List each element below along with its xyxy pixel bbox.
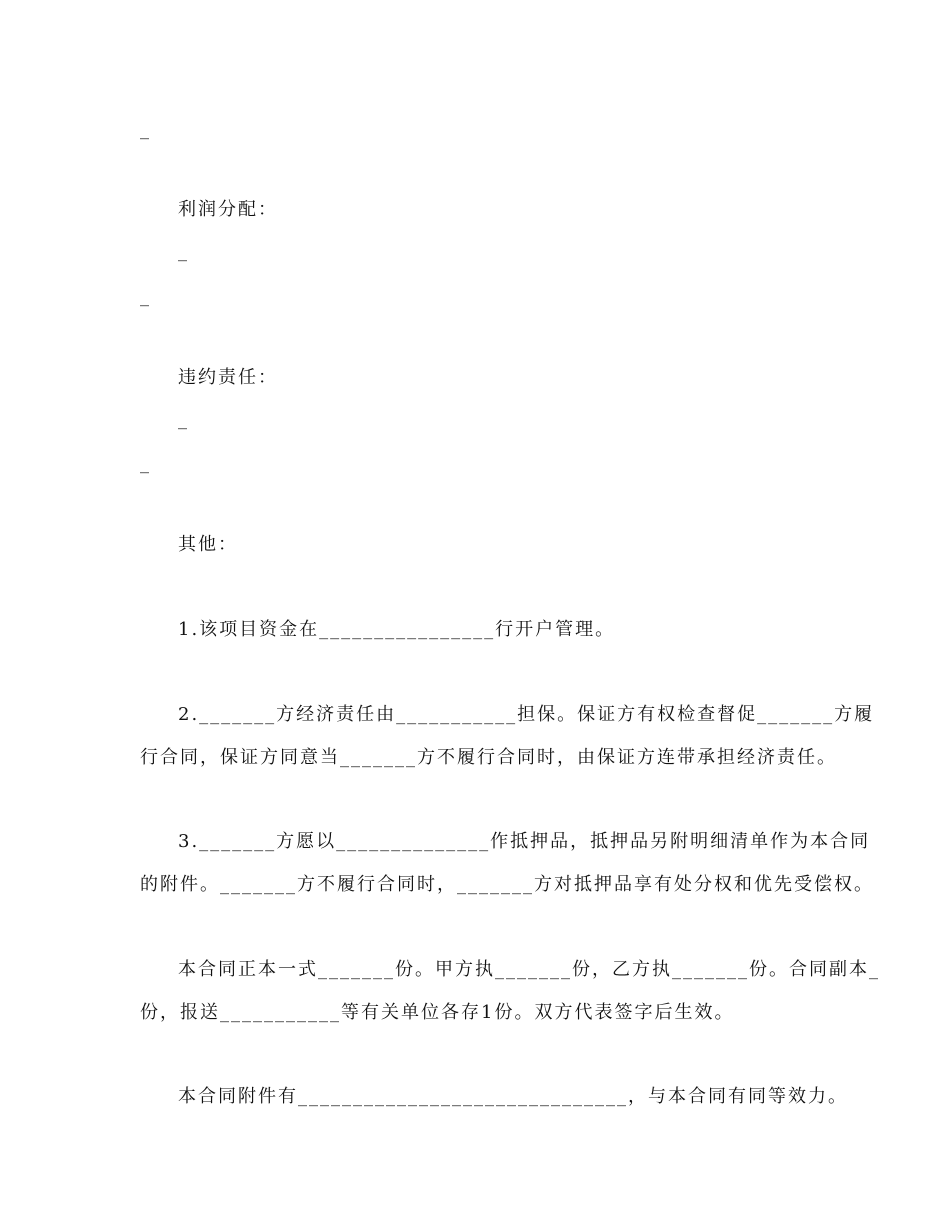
section-heading-liability: 违约责任： xyxy=(178,367,278,388)
section-heading-profit-distribution: 利润分配： xyxy=(178,199,278,220)
attachments-paragraph: 本合同附件有______________________________，与本合同有同等效力。 xyxy=(178,1086,848,1107)
blank-line: _ xyxy=(140,286,151,307)
blank-line: _ xyxy=(178,241,189,262)
clause-3: 3._______方愿以______________作抵押品，抵押品另附明细清单作为本合同 xyxy=(178,831,871,852)
copies-paragraph-cont: 份，报送___________等有关单位各存1份。双方代表签字后生效。 xyxy=(140,1002,735,1023)
blank-line: _ xyxy=(140,119,151,140)
clause-1: 1.该项目资金在________________行开户管理。 xyxy=(178,619,616,640)
clause-2: 2._______方经济责任由___________担保。保证方有权检查督促_______方履 xyxy=(178,704,875,725)
blank-line: _ xyxy=(178,409,189,430)
section-heading-other: 其他： xyxy=(178,534,238,555)
clause-3-cont: 的附件。_______方不履行合同时，_______方对抵押品享有处分权和优先受偿权。 xyxy=(140,874,874,895)
blank-line: _ xyxy=(140,453,151,474)
clause-2-cont: 行合同，保证方同意当_______方不履行合同时，由保证方连带承担经济责任。 xyxy=(140,747,837,768)
copies-paragraph: 本合同正本一式_______份。甲方执_______份，乙方执_______份。合同副本_ xyxy=(178,959,880,980)
